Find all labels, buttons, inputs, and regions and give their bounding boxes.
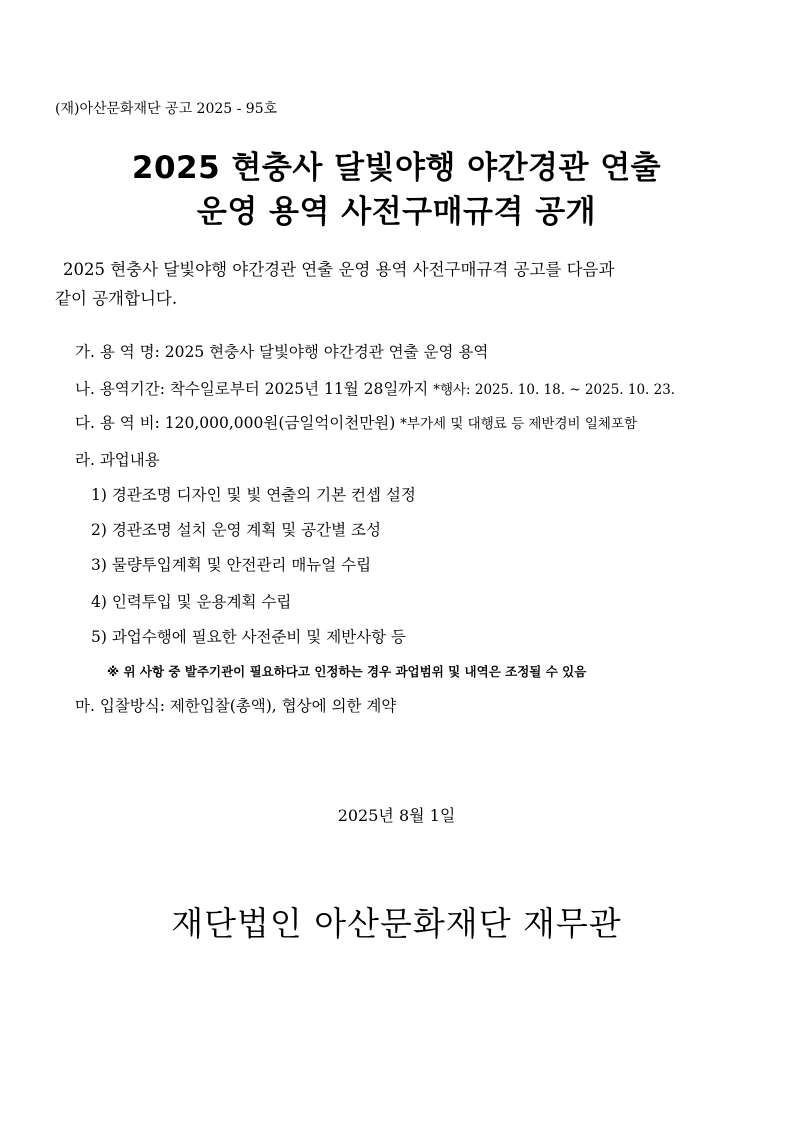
item-service-cost bbox=[75, 411, 637, 433]
notice-number: (재)아산문화재단 공고 2025 - 95호 bbox=[55, 101, 278, 117]
item-service-name: 가. 용 역 명: 2025 현충사 달빛야행 야간경관 연출 운영 용역 bbox=[75, 343, 489, 361]
item-bidding-method: 마. 입찰방식: 제한입찰(총액), 협상에 의한 계약 bbox=[75, 697, 397, 715]
scope-adjustment-note: ※ 위 사항 중 발주기관이 필요하다고 인정하는 경우 과업범위 및 내역은 조정될 수 있음 bbox=[107, 664, 587, 679]
task-subitem-4: 4) 인력투입 및 운용계획 수립 bbox=[91, 593, 292, 611]
service-period-text: 나. 용역기간: 착수일로부터 2025년 11월 28일까지 bbox=[75, 380, 434, 398]
item-service-period bbox=[75, 377, 675, 399]
event-period-note: *행사: 2025. 10. 18. ~ 2025. 10. 23. bbox=[433, 382, 676, 398]
intro-line2: 같이 공개합니다. bbox=[55, 289, 178, 308]
service-cost-text: 다. 용 역 비: 120,000,000원(금일억이천만원) bbox=[75, 414, 401, 432]
notice-date: 2025년 8월 1일 bbox=[337, 806, 456, 825]
intro-line1: 2025 현충사 달빛야행 야간경관 연출 운영 용역 사전구매규격 공고를 다음과 bbox=[63, 260, 615, 279]
task-subitem-1: 1) 경관조명 디자인 및 빛 연출의 기본 컨셉 설정 bbox=[91, 486, 416, 504]
task-subitem-2: 2) 경관조명 설치 운영 계획 및 공간별 조성 bbox=[91, 521, 381, 539]
document-title-line2: 운영 용역 사전구매규격 공개 bbox=[196, 194, 597, 230]
task-subitem-3: 3) 물량투입계획 및 안전관리 매뉴얼 수립 bbox=[91, 556, 372, 574]
task-subitem-5: 5) 과업수행에 필요한 사전준비 및 제반사항 등 bbox=[91, 628, 406, 646]
item-task-contents: 라. 과업내용 bbox=[75, 451, 160, 469]
vat-included-note: *부가세 및 대행료 등 제반경비 일체포함 bbox=[400, 416, 638, 432]
issuer-signature-line: 재단법인 아산문화재단 재무관 bbox=[171, 904, 622, 943]
document-title-line1: 2025 현충사 달빛야행 야간경관 연출 bbox=[131, 150, 662, 186]
